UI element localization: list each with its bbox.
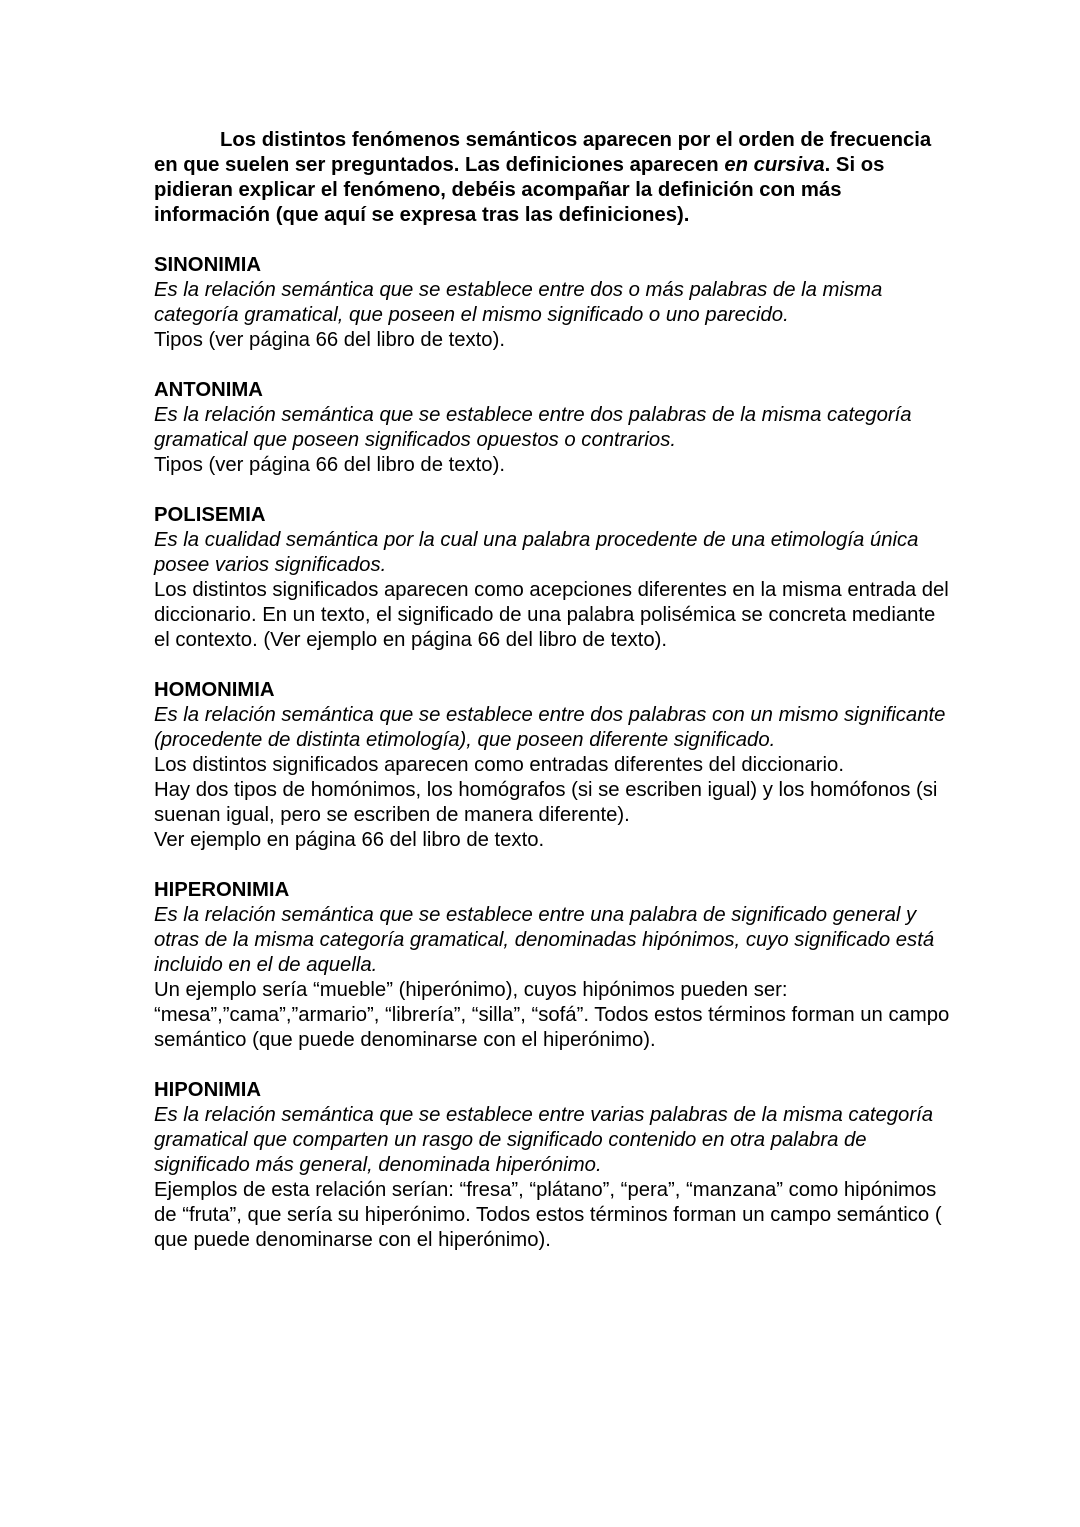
section-info: Los distintos significados aparecen como acepciones diferentes en la misma entrada del diccionario. En un texto, el significado de una palabra polisémica se concreta mediante el contexto. (Ver ejemplo en página 66 del libro de texto).	[154, 579, 949, 651]
intro-emphasis: en cursiva	[724, 154, 825, 176]
section-title: ANTONIMA	[154, 379, 263, 401]
section-title: SINONIMIA	[154, 254, 262, 276]
intro-paragraph	[154, 128, 954, 228]
intro-text-part1: Los distintos fenómenos semánticos aparecen por el orden de frecuencia en que suelen ser preguntados. Las definiciones aparecen	[154, 129, 932, 176]
intro-text	[154, 128, 954, 228]
section-definition: Es la relación semántica que se establece entre una palabra de significado general y otras de la misma categoría gramatical, denominadas hipónimos, cuyo significado está incluido en el de aquella.	[154, 904, 935, 976]
section-definition: Es la relación semántica que se establece entre dos palabras de la misma categoría gramatical que poseen significados opuestos o contrarios.	[154, 404, 912, 451]
section-info: Un ejemplo sería “mueble” (hiperónimo), cuyos hipónimos pueden ser: “mesa”,”cama”,”armario”, “librería”, “silla”, “sofá”. Todos estos términos forman un campo semántico (que puede denominarse con el hiperónimo).	[154, 979, 950, 1051]
section-title: HIPERONIMIA	[154, 879, 290, 901]
section-antonima	[154, 378, 954, 478]
section-hiperonimia	[154, 878, 954, 1053]
section-title: POLISEMIA	[154, 504, 266, 526]
section-definition: Es la relación semántica que se establece entre varias palabras de la misma categoría gramatical que comparten un rasgo de significado contenido en otra palabra de significado más general, denominada hiperónimo.	[154, 1104, 933, 1176]
section-definition: Es la relación semántica que se establece entre dos palabras con un mismo significante (procedente de distinta etimología), que poseen diferente significado.	[154, 704, 946, 751]
section-hiponimia	[154, 1078, 954, 1253]
section-info: Tipos (ver página 66 del libro de texto).	[154, 329, 505, 351]
section-info: Ejemplos de esta relación serían: “fresa”, “plátano”, “pera”, “manzana” como hipónimos de “fruta”, que sería su hiperónimo. Todos estos términos forman un campo semántico ( que puede denominarse con el hiperónimo).	[154, 1179, 942, 1251]
section-title: HIPONIMIA	[154, 1079, 262, 1101]
intro-text-part2: . Si os pidieran explicar el fenómeno, debéis acompañar la definición con más información (que aquí se expresa tras las definiciones).	[154, 154, 885, 226]
section-polisemia	[154, 503, 954, 653]
section-info: Tipos (ver página 66 del libro de texto).	[154, 454, 505, 476]
section-homonimia	[154, 678, 954, 853]
section-definition: Es la cualidad semántica por la cual una palabra procedente de una etimología única posee varios significados.	[154, 529, 919, 576]
section-title: HOMONIMIA	[154, 679, 275, 701]
section-definition: Es la relación semántica que se establece entre dos o más palabras de la misma categoría gramatical, que poseen el mismo significado o uno parecido.	[154, 279, 883, 326]
document-page	[154, 128, 954, 1278]
section-info: Los distintos significados aparecen como entradas diferentes del diccionario. Hay dos tipos de homónimos, los homógrafos (si se escriben igual) y los homófonos (si suenan igual, pero se escriben de manera diferente). Ver ejemplo en página 66 del libro de texto.	[154, 754, 938, 851]
section-sinonimia	[154, 253, 954, 353]
